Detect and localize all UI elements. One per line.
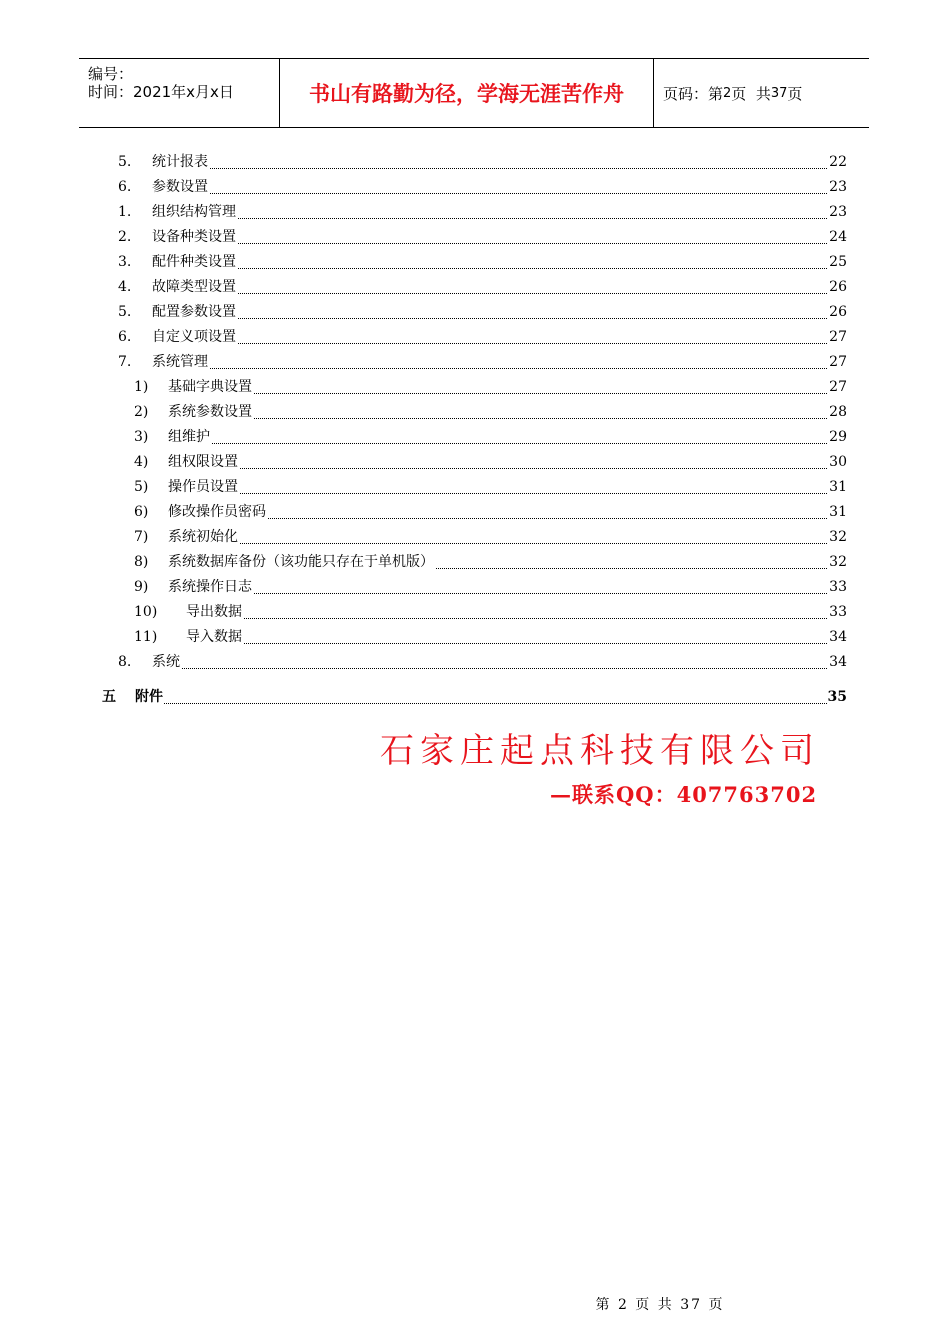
page-current: 2: [723, 85, 732, 101]
toc-entry-page: 31: [829, 504, 847, 520]
toc-entry[interactable]: [0, 226, 847, 248]
toc-leader-dots: [135, 701, 829, 704]
toc-entry-page: 32: [829, 529, 847, 545]
toc-entry-number: 2): [134, 404, 149, 420]
toc-entry-page: 25: [829, 254, 847, 270]
toc-entry-title: 参数设置: [152, 179, 208, 195]
toc-entry-number: 5): [134, 479, 149, 495]
toc-leader-dots: [152, 291, 829, 294]
toc-entry-number: 9): [134, 579, 149, 595]
toc-leader-dots: [168, 441, 829, 444]
toc-leader-dots: [168, 591, 829, 594]
toc-entry-page: 33: [829, 579, 847, 595]
page-mid: 页 共: [731, 84, 771, 103]
toc-entry[interactable]: [0, 401, 847, 423]
toc-entry-title: 系统初始化: [168, 529, 238, 545]
contact-stamp: —联系QQ：407763702: [550, 782, 818, 807]
toc-entry-title: 操作员设置: [168, 479, 238, 495]
toc-leader-dots: [152, 216, 829, 219]
toc-entry-number: 4.: [118, 279, 132, 295]
toc-leader-dots: [168, 541, 829, 544]
toc-entry-title: 组织结构管理: [152, 204, 236, 220]
page-suffix: 页: [787, 84, 803, 103]
toc-entry-number: 5.: [118, 304, 132, 320]
toc-entry-page: 35: [827, 689, 847, 705]
toc-entry-page: 23: [829, 179, 847, 195]
toc-entry-number: 10): [134, 604, 158, 620]
toc-entry[interactable]: [0, 476, 847, 498]
toc-entry-page: 26: [829, 304, 847, 320]
toc-entry-page: 31: [829, 479, 847, 495]
toc-entry-title: 系统参数设置: [168, 404, 252, 420]
toc-entry-title: 故障类型设置: [152, 279, 236, 295]
toc-entry-page: 23: [829, 204, 847, 220]
toc-leader-dots: [152, 316, 829, 319]
toc-entry-title: 统计报表: [152, 154, 208, 170]
toc-leader-dots: [152, 191, 829, 194]
toc-entry-number: 1.: [118, 204, 132, 220]
toc-leader-dots: [152, 241, 829, 244]
page-header: [79, 58, 869, 128]
toc-entry-page: 27: [829, 329, 847, 345]
toc-entry[interactable]: [0, 201, 847, 223]
toc-entry[interactable]: [0, 686, 847, 708]
toc-entry-page: 22: [829, 154, 847, 170]
toc-entry[interactable]: [0, 276, 847, 298]
toc-entry-page: 26: [829, 279, 847, 295]
toc-entry-page: 30: [829, 454, 847, 470]
toc-entry[interactable]: [0, 301, 847, 323]
toc-leader-dots: [152, 166, 829, 169]
header-info-cell: [79, 59, 279, 127]
toc-entry-title: 系统操作日志: [168, 579, 252, 595]
toc-entry-title: 配置参数设置: [152, 304, 236, 320]
toc-leader-dots: [152, 666, 829, 669]
header-divider: [653, 59, 654, 127]
toc-leader-dots: [186, 616, 829, 619]
toc-entry[interactable]: [0, 526, 847, 548]
toc-entry[interactable]: [0, 176, 847, 198]
toc-entry-number: 2.: [118, 229, 132, 245]
toc-entry-page: 29: [829, 429, 847, 445]
toc-entry[interactable]: [0, 351, 847, 373]
toc-entry-number: 6): [134, 504, 149, 520]
toc-entry-number: 五: [102, 689, 116, 705]
header-page-info: [663, 59, 802, 127]
toc-leader-dots: [168, 516, 829, 519]
company-stamp: 石家庄起点科技有限公司: [380, 731, 820, 771]
toc-entry[interactable]: [0, 626, 847, 648]
toc-entry-title: 配件种类设置: [152, 254, 236, 270]
toc-entry-page: 28: [829, 404, 847, 420]
toc-entry-number: 3): [134, 429, 149, 445]
toc-entry-number: 8): [134, 554, 149, 570]
toc-entry-number: 1): [134, 379, 149, 395]
header-motto: 书山有路勤为径，学海无涯苦作舟: [309, 82, 624, 106]
toc-entry[interactable]: [0, 376, 847, 398]
toc-entry-number: 7.: [118, 354, 132, 370]
toc-entry-number: 4): [134, 454, 149, 470]
toc-entry-title: 自定义项设置: [152, 329, 236, 345]
toc-entry-title: 设备种类设置: [152, 229, 236, 245]
toc-leader-dots: [168, 391, 829, 394]
toc-entry-title: 修改操作员密码: [168, 504, 266, 520]
toc-entry[interactable]: [0, 551, 847, 573]
toc-entry-number: 7): [134, 529, 149, 545]
toc-leader-dots: [152, 341, 829, 344]
toc-entry[interactable]: [0, 576, 847, 598]
toc-leader-dots: [168, 491, 829, 494]
toc-entry[interactable]: [0, 426, 847, 448]
page-prefix: 页码：第: [663, 84, 724, 103]
toc-leader-dots: [152, 266, 829, 269]
toc-entry-number: 5.: [118, 154, 132, 170]
toc-leader-dots: [168, 466, 829, 469]
toc-entry-number: 6.: [118, 329, 132, 345]
toc-entry-page: 33: [829, 604, 847, 620]
toc-entry[interactable]: [0, 251, 847, 273]
toc-entry[interactable]: [0, 151, 847, 173]
toc-leader-dots: [168, 416, 829, 419]
page-footer: 第 2 页 共 37 页: [595, 1297, 725, 1313]
toc-entry-number: 3.: [118, 254, 132, 270]
toc-leader-dots: [186, 641, 829, 644]
toc-entry-page: 32: [829, 554, 847, 570]
toc-entry[interactable]: [0, 451, 847, 473]
toc-entry-number: 8.: [118, 654, 132, 670]
toc-leader-dots: [152, 366, 829, 369]
toc-entry-title: 系统管理: [152, 354, 208, 370]
serial-label: 编号：: [88, 65, 134, 83]
toc-entry[interactable]: [0, 501, 847, 523]
toc-entry-title: 导入数据: [186, 629, 242, 645]
toc-entry-title: 系统: [152, 654, 180, 670]
toc-entry-page: 34: [829, 629, 847, 645]
toc-entry-title: 附件: [135, 689, 163, 705]
toc-entry[interactable]: [0, 601, 847, 623]
toc-entry-number: 6.: [118, 179, 132, 195]
time-label: 时间：2021年x月x日: [88, 83, 234, 101]
toc-entry-title: 组权限设置: [168, 454, 238, 470]
toc-entry-page: 34: [829, 654, 847, 670]
toc-entry-title: 导出数据: [186, 604, 242, 620]
toc-entry-page: 27: [829, 354, 847, 370]
toc-entry-page: 27: [829, 379, 847, 395]
toc-entry-page: 24: [829, 229, 847, 245]
toc-entry[interactable]: [0, 651, 847, 673]
toc-entry-title: 系统数据库备份（该功能只存在于单机版）: [168, 554, 434, 570]
toc-entry-title: 组维护: [168, 429, 210, 445]
toc-entry-number: 11): [134, 629, 158, 645]
toc-entry-title: 基础字典设置: [168, 379, 252, 395]
page-total: 37: [770, 85, 788, 101]
toc-entry[interactable]: [0, 326, 847, 348]
